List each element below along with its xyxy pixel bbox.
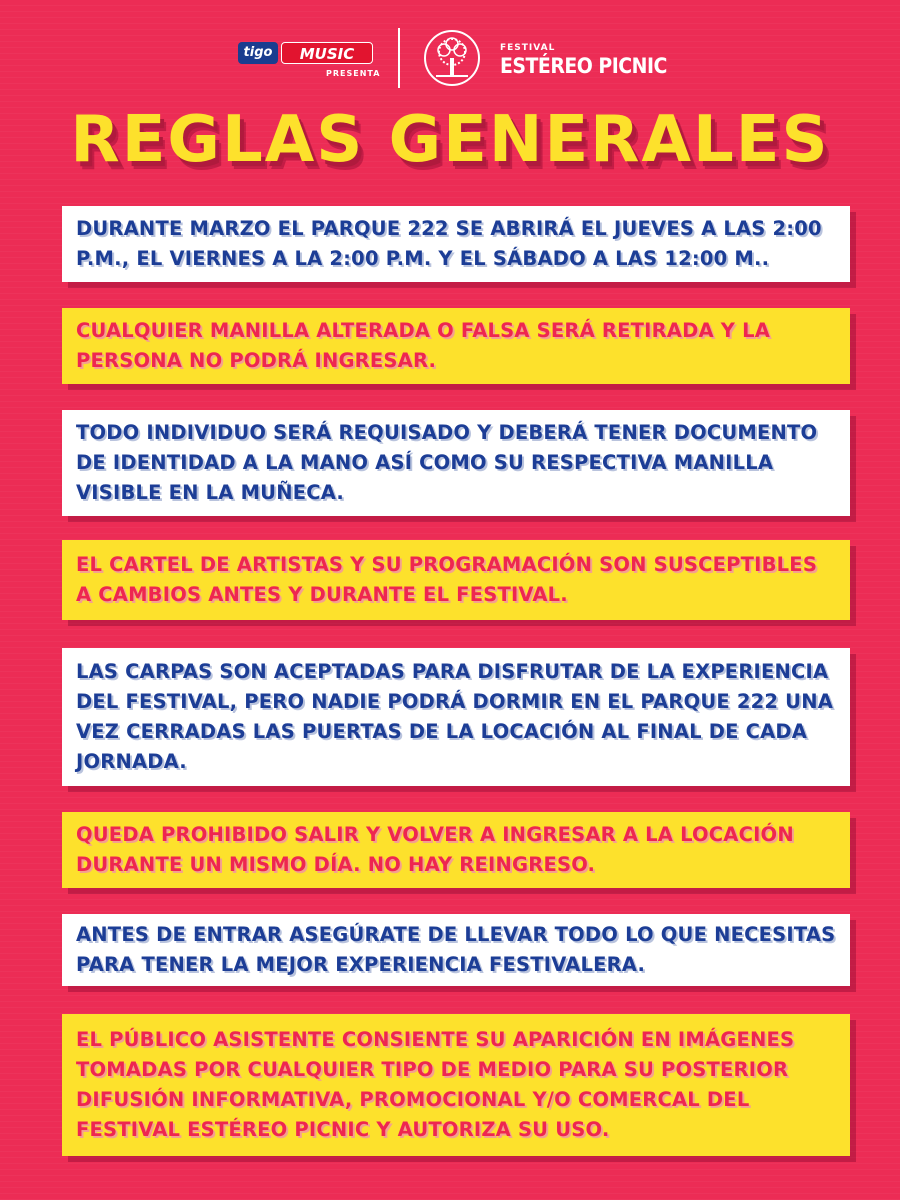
rule-card-8 [62,1014,850,1156]
rule-text: CUALQUIER MANILLA ALTERADA O FALSA SERÁ RETIRADA Y LA PERSONA NO PODRÁ INGRESAR. [76,319,770,372]
rule-card-4 [62,540,850,620]
rule-text: ANTES DE ENTRAR ASEGÚRATE DE LLEVAR TODO LO QUE NECESITAS PARA TENER LA MEJOR EXPERIENCIA FESTIVALERA. [76,923,836,976]
festival-label: FESTIVAL [500,43,556,53]
rule-card-2 [62,308,850,384]
tigo-logo-text: tigo [238,42,278,64]
rule-card-1 [62,206,850,282]
rule-text: DURANTE MARZO EL PARQUE 222 SE ABRIRÁ EL JUEVES A LAS 2:00 P.M., EL VIERNES A LA 2:00 P.M. Y EL SÁBADO A LAS 12:00 M.. [76,217,822,270]
logo-divider [398,28,400,88]
tree-icon [422,28,482,88]
rule-text: TODO INDIVIDUO SERÁ REQUISADO Y DEBERÁ TENER DOCUMENTO DE IDENTIDAD A LA MANO ASÍ COMO SU RESPECTIVA MANILLA VISIBLE EN LA MUÑECA. [76,421,818,504]
presenta-label: PRESENTA [326,69,381,78]
rule-text: QUEDA PROHIBIDO SALIR Y VOLVER A INGRESAR A LA LOCACIÓN DURANTE UN MISMO DÍA. NO HAY REINGRESO. [76,823,794,876]
music-logo-text: MUSIC [281,42,373,64]
rule-text: EL PÚBLICO ASISTENTE CONSIENTE SU APARICIÓN EN IMÁGENES TOMADAS POR CUALQUIER TIPO DE MEDIO PARA SU POSTERIOR DIFUSIÓN INFORMATIVA, PROMOCIONAL Y/O COMERCAL DEL FESTIVAL ESTÉREO PICNIC Y AUTORIZA SU USO. [76,1028,795,1141]
rule-card-6 [62,812,850,888]
rule-card-7 [62,914,850,986]
rule-text: LAS CARPAS SON ACEPTADAS PARA DISFRUTAR DE LA EXPERIENCIA DEL FESTIVAL, PERO NADIE PODRÁ DORMIR EN EL PARQUE 222 UNA VEZ CERRADAS LAS PUERTAS DE LA LOCACIÓN AL FINAL DE CADA JORNADA. [76,660,834,773]
tigo-music-logo [238,42,381,82]
rule-card-3 [62,410,850,516]
page-title: REGLAS GENERALES [70,103,830,177]
header [0,24,900,90]
rule-card-5 [62,648,850,786]
brand-name: ESTÉREO PICNIC [500,54,667,78]
rule-text: EL CARTEL DE ARTISTAS Y SU PROGRAMACIÓN SON SUSCEPTIBLES A CAMBIOS ANTES Y DURANTE EL FESTIVAL. [76,553,818,606]
